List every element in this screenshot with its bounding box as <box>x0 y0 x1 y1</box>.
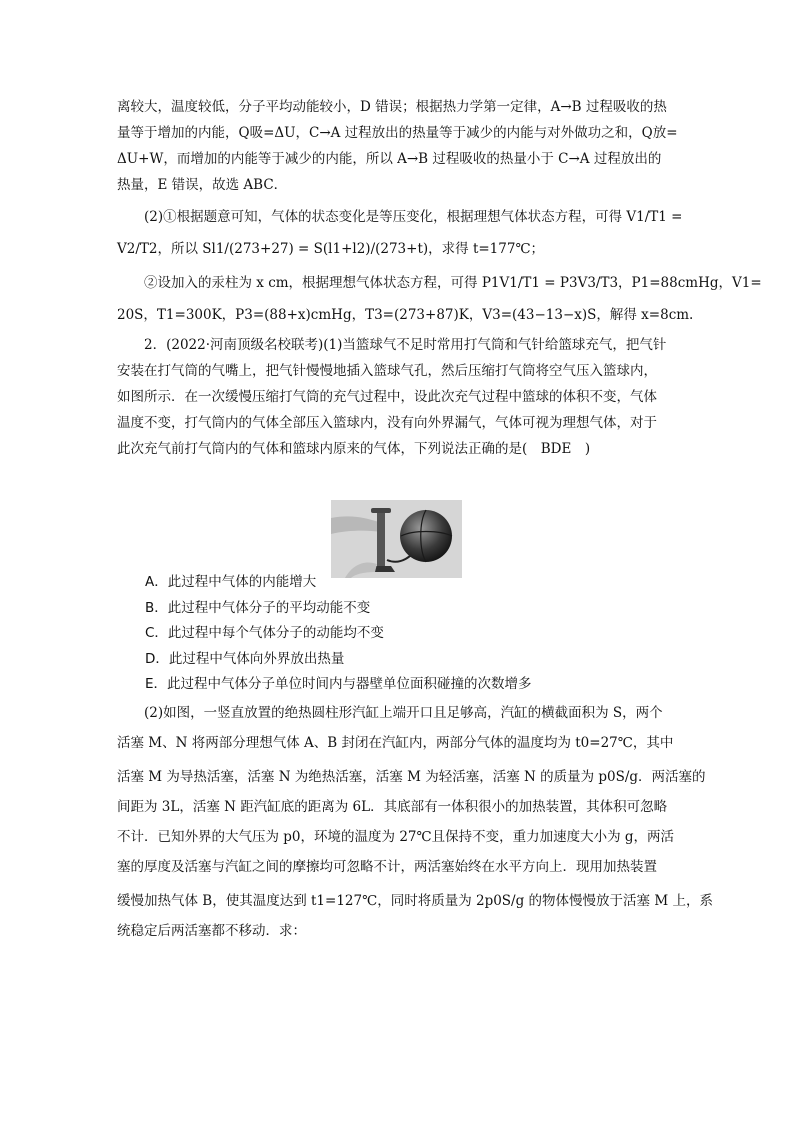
option-d: D．此过程中气体向外界放出热量 <box>145 650 345 667</box>
question-line: 此次充气前打气筒内的气体和篮球内原来的气体，下列说法正确的是( BDE ) <box>117 441 591 457</box>
basketball-pump-illustration <box>331 500 462 578</box>
problem-line: 活塞 M、N 将两部分理想气体 A、B 封闭在汽缸内，两部分气体的温度均为 t0=27℃，其中 <box>117 734 674 751</box>
text-line: 离较大，温度较低，分子平均动能较小，D 错误；根据热力学第一定律，A→B 过程吸收的热 <box>117 99 667 115</box>
option-b: B．此过程中气体分子的平均动能不变 <box>145 599 371 616</box>
problem-line: (2)如图，一竖直放置的绝热圆柱形汽缸上端开口且足够高，汽缸的横截面积为 S，两个 <box>144 704 663 721</box>
text-line: 热量，E 错误，故选 ABC． <box>117 177 288 193</box>
problem-line: 不计．已知外界的大气压为 p0，环境的温度为 27℃且保持不变，重力加速度大小为 g，两活 <box>117 828 675 845</box>
text-line: V2/T2，所以 Sl1/(273+27) = S(l1+l2)/(273+t)，求得 t=177℃； <box>117 241 545 257</box>
question-line: 如图所示．在一次缓慢压缩打气筒的充气过程中，设此次充气过程中篮球的体积不变，气体 <box>117 389 657 405</box>
question-line: 2．(2022·河南顶级名校联考)(1)当篮球气不足时常用打气筒和气针给篮球充气，把气针 <box>144 337 667 353</box>
text-line: 量等于增加的内能，Q吸=ΔU，C→A 过程放出的热量等于减少的内能与对外做功之和，Q放= <box>117 125 678 141</box>
problem-line: 间距为 3L，活塞 N 距汽缸底的距离为 6L．其底部有一体积很小的加热装置，其体积可忽略 <box>117 798 668 815</box>
text-line: ②设加入的汞柱为 x cm，根据理想气体状态方程，可得 P1V1/T1 = P3V3/T3，P1=88cmHg，V1= <box>144 275 762 291</box>
option-e: E．此过程中气体分子单位时间内与器壁单位面积碰撞的次数增多 <box>145 676 532 692</box>
question-line: 安装在打气筒的气嘴上，把气针慢慢地插入篮球气孔，然后压缩打气筒将空气压入篮球内， <box>117 363 657 379</box>
option-a: A．此过程中气体的内能增大 <box>145 574 317 590</box>
text-line: 20S，T1=300K，P3=(88+x)cmHg，T3=(273+87)K，V3=(43−13−x)S，解得 x=8cm. <box>117 307 694 323</box>
text-line: ΔU+W，而增加的内能等于减少的内能，所以 A→B 过程吸收的热量小于 C→A 过程放出的 <box>117 151 662 167</box>
text-line: (2)①根据题意可知，气体的状态变化是等压变化，根据理想气体状态方程，可得 V1/T1 = <box>144 209 683 225</box>
problem-line: 塞的厚度及活塞与汽缸之间的摩擦均可忽略不计，两活塞始终在水平方向上．现用加热装置 <box>117 858 657 875</box>
option-c: C．此过程中每个气体分子的动能均不变 <box>145 625 384 641</box>
basketball-pump-photo <box>331 500 462 578</box>
problem-line: 统稳定后两活塞都不移动．求： <box>117 922 306 939</box>
problem-line: 活塞 M 为导热活塞，活塞 N 为绝热活塞，活塞 M 为轻活塞，活塞 N 的质量为 p0S/g．两活塞的 <box>117 768 706 785</box>
problem-line: 缓慢加热气体 B，使其温度达到 t1=127℃，同时将质量为 2p0S/g 的物体慢慢放于活塞 M 上，系 <box>117 892 713 909</box>
question-line: 温度不变，打气筒内的气体全部压入篮球内，没有向外界漏气，气体可视为理想气体，对于 <box>117 415 657 431</box>
